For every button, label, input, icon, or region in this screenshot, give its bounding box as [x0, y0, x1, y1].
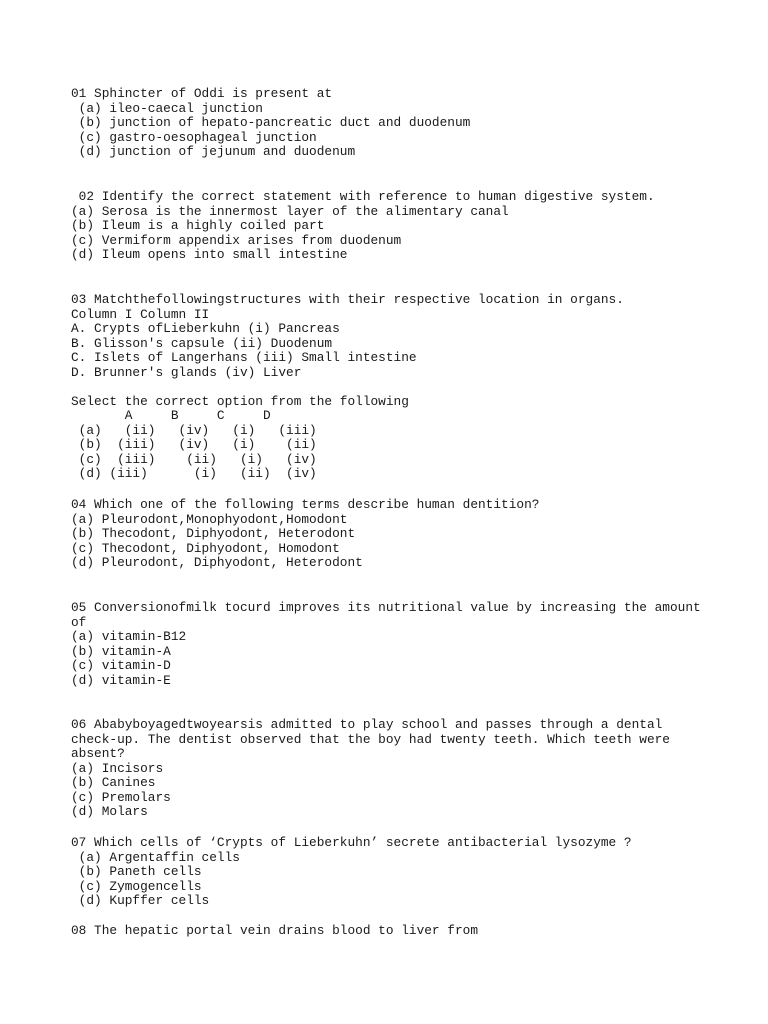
option-c: (c) Zymogencells: [71, 878, 202, 894]
option-a: (a) Pleurodont,Monophyodont,Homodont: [71, 511, 348, 527]
question-4: [71, 498, 711, 571]
option-c: (c) gastro-oesophageal junction: [71, 129, 317, 145]
option-c: (c) Vermiform appendix arises from duodenum: [71, 232, 402, 248]
option-a: (a) vitamin-B12: [71, 629, 187, 644]
option-d: (d) junction of jejunum and duodenum: [71, 144, 356, 159]
option-b: (b) Ileum is a highly coiled part: [71, 218, 325, 233]
option-d: (d) Pleurodont, Diphyodont, Heterodont: [71, 555, 363, 570]
option-b: (b) Canines: [71, 775, 156, 790]
question-text: 01 Sphincter of Oddi is present at: [71, 86, 333, 101]
question-3: [71, 293, 711, 482]
question-5: [71, 601, 711, 688]
answer-header: A B C D: [71, 408, 271, 423]
question-text: 06 Ababyboyagedtwoyearsis admitted to play school and passes through a dental check-up. The dentist observed that the boy had twenty teeth. Which teeth were absent?: [71, 717, 678, 761]
match-pair-a: A. Crypts ofLieberkuhn (i) Pancreas: [71, 321, 340, 336]
question-1: [71, 87, 711, 160]
option-d: (d) vitamin-E: [71, 672, 171, 688]
option-c: (c) vitamin-D: [71, 658, 171, 673]
answer-row-a: (a) (ii) (iv) (i) (iii): [71, 422, 317, 438]
option-c: (c) Premolars: [71, 789, 171, 805]
option-a: (a) ileo-caecal junction: [71, 100, 263, 116]
option-a: (a) Incisors: [71, 760, 164, 776]
answer-row-b: (b) (iii) (iv) (i) (ii): [71, 437, 317, 452]
question-text: 03 Matchthefollowingstructures with their respective location in organs.: [71, 292, 624, 307]
question-7: [71, 836, 711, 909]
match-pair-b: B. Glisson's capsule (ii) Duodenum: [71, 335, 333, 351]
option-d: (d) Molars: [71, 804, 148, 819]
option-b: (b) junction of hepato-pancreatic duct and duodenum: [71, 115, 471, 130]
spacer: [71, 380, 711, 395]
question-text: 05 Conversionofmilk tocurd improves its nutritional value by increasing the amount of: [71, 600, 709, 630]
option-c: (c) Thecodont, Diphyodont, Homodont: [71, 540, 340, 556]
question-text: 02 Identify the correct statement with reference to human digestive system.: [71, 189, 655, 204]
option-d: (d) Kupffer cells: [71, 893, 210, 908]
match-pair-c: C. Islets of Langerhans (iii) Small intestine: [71, 350, 417, 365]
answer-row-c: (c) (iii) (ii) (i) (iv): [71, 451, 317, 467]
match-pair-d: D. Brunner's glands (iv) Liver: [71, 364, 302, 380]
question-text: 08 The hepatic portal vein drains blood to liver from: [71, 923, 479, 938]
question-8: [71, 924, 711, 939]
option-b: (b) Thecodont, Diphyodont, Heterodont: [71, 526, 356, 541]
answer-row-d: (d) (iii) (i) (ii) (iv): [71, 466, 317, 481]
question-6: [71, 718, 711, 820]
question-text: 07 Which cells of ‘Crypts of Lieberkuhn’ secrete antibacterial lysozyme ?: [71, 835, 632, 850]
columns-header: Column I Column II: [71, 306, 210, 322]
select-instruction: Select the correct option from the following: [71, 393, 409, 409]
option-b: (b) vitamin-A: [71, 643, 171, 659]
option-a: (a) Argentaffin cells: [71, 849, 240, 865]
question-text: 04 Which one of the following terms describe human dentition?: [71, 497, 540, 512]
option-d: (d) Ileum opens into small intestine: [71, 247, 348, 262]
question-2: [71, 190, 711, 263]
option-a: (a) Serosa is the innermost layer of the alimentary canal: [71, 203, 509, 219]
option-b: (b) Paneth cells: [71, 864, 202, 879]
